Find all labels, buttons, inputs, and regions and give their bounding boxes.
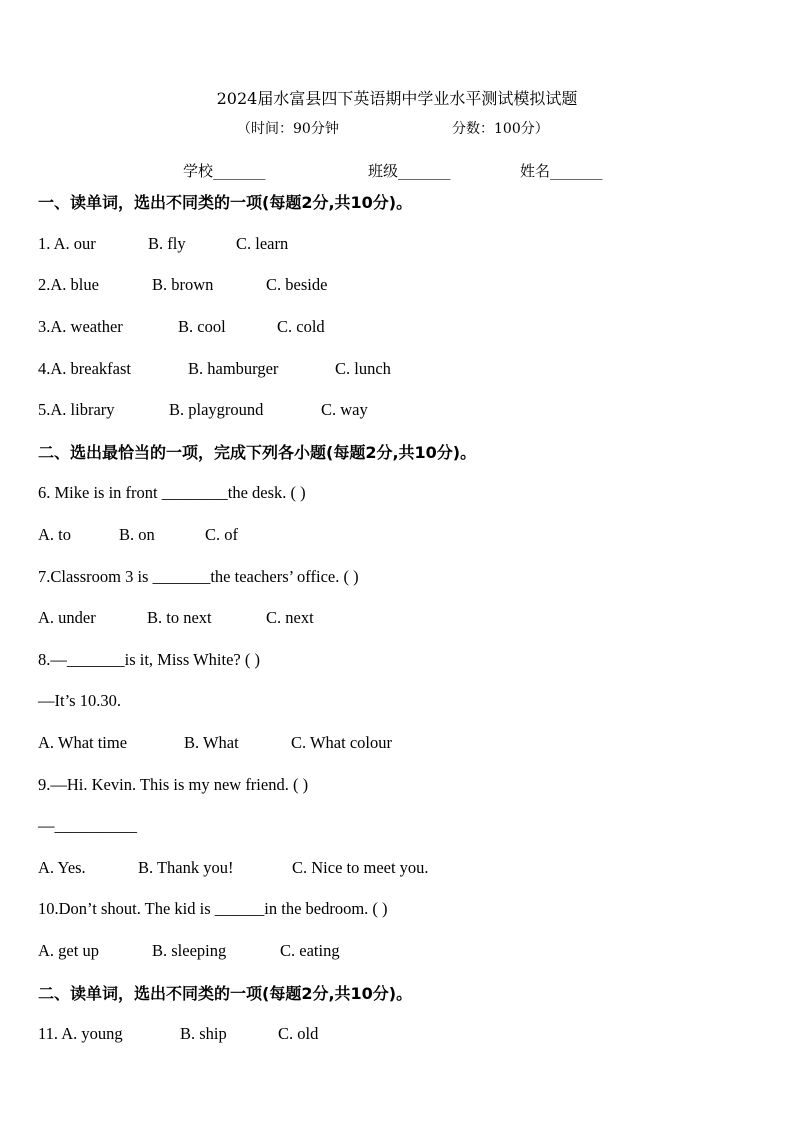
q10-option-c: C. eating (280, 941, 340, 960)
exam-time: （时间：90分钟 (237, 121, 339, 137)
q5-option-c: C. way (321, 400, 368, 419)
q8-option-c: C. What colour (291, 733, 392, 752)
q8-option-a: A. What time (38, 733, 128, 752)
exam-title: 2024届水富县四下英语期中学业水平测试模拟试题 (216, 89, 578, 108)
q2-option-a: 2.A. blue (38, 275, 99, 294)
name-field: 姓名_______ (520, 162, 603, 180)
q7-option-c: C. next (266, 608, 314, 627)
q9-option-c: C. Nice to meet you. (292, 858, 429, 877)
q5-option-b: B. playground (169, 400, 264, 419)
question-8-stem: 8.—_______is it, Miss White? ( ) (38, 650, 260, 669)
q1-option-b: B. fly (148, 234, 186, 253)
q9-option-a: A. Yes. (38, 858, 86, 877)
class-field: 班级_______ (368, 162, 451, 180)
question-6-stem: 6. Mike is in front ________the desk. ( ) (38, 483, 306, 502)
section-2-heading: 二、选出最恰当的一项，完成下列各小题(每题2分,共10分)。 (38, 443, 477, 462)
q4-option-c: C. lunch (335, 359, 391, 378)
q6-option-c: C. of (205, 525, 238, 544)
q11-option-b: B. ship (180, 1024, 227, 1043)
question-9-reply: —__________ (38, 816, 137, 835)
q4-option-b: B. hamburger (188, 359, 279, 378)
q4-option-a: 4.A. breakfast (38, 359, 132, 378)
q3-option-c: C. cold (277, 317, 325, 336)
q1-option-c: C. learn (236, 234, 289, 253)
q10-option-a: A. get up (38, 941, 99, 960)
q3-option-a: 3.A. weather (38, 317, 123, 336)
q7-option-b: B. to next (147, 608, 212, 627)
q11-option-a: 11. A. young (38, 1024, 123, 1043)
q3-option-b: B. cool (178, 317, 226, 336)
question-9-stem: 9.—Hi. Kevin. This is my new friend. ( ) (38, 775, 309, 794)
q6-option-b: B. on (119, 525, 155, 544)
q1-option-a: 1. A. our (38, 234, 96, 253)
q2-option-c: C. beside (266, 275, 328, 294)
q5-option-a: 5.A. library (38, 400, 115, 419)
q8-option-b: B. What (184, 733, 239, 752)
q9-option-b: B. Thank you! (138, 858, 234, 877)
q6-option-a: A. to (38, 525, 71, 544)
q7-option-a: A. under (38, 608, 96, 627)
q11-option-c: C. old (278, 1024, 319, 1043)
q10-option-b: B. sleeping (152, 941, 227, 960)
question-7-stem: 7.Classroom 3 is _______the teachers’ office. ( ) (38, 567, 359, 586)
section-3-heading: 二、读单词，选出不同类的一项(每题2分,共10分)。 (38, 984, 413, 1003)
section-1-heading: 一、读单词，选出不同类的一项(每题2分,共10分)。 (38, 193, 413, 212)
school-field: 学校_______ (183, 162, 266, 180)
question-8-reply: —It’s 10.30. (38, 691, 121, 710)
exam-score: 分数：100分） (452, 121, 549, 137)
q2-option-b: B. brown (152, 275, 214, 294)
question-10-stem: 10.Don’t shout. The kid is ______in the bedroom. ( ) (38, 899, 388, 918)
